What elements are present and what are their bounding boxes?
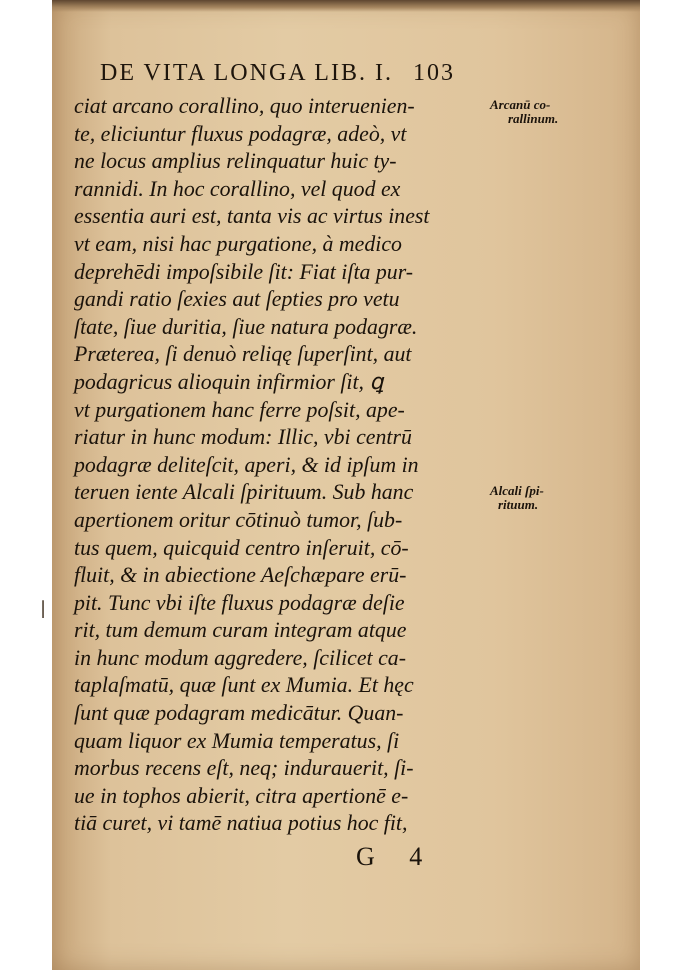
text-line: essentia auri est, tanta vis ac virtus inest xyxy=(74,203,430,229)
text-line: vt purgationem hanc ferre poſsit, ape- xyxy=(74,396,405,422)
main-text-block xyxy=(74,92,489,837)
text-line: deprehēdi impoſsibile ſit: Fiat iſta pur- xyxy=(74,258,414,284)
text-line: in hunc modum aggredere, ſcilicet ca- xyxy=(74,644,406,670)
text-line: Præterea, ſi denuò reliqę ſuperſint, aut xyxy=(74,341,412,367)
text-line: pit. Tunc vbi iſte fluxus podagræ deſie xyxy=(74,589,405,615)
text-line: ciat arcano corallino, quo interuenien- xyxy=(74,93,415,118)
marginal-note-line: rallinum. xyxy=(508,111,559,126)
marginal-note-line: Arcanū co- xyxy=(490,97,551,112)
marginal-note-line: Alcali ſpi- xyxy=(490,483,544,498)
text-line: tus quem, quicquid centro inſeruit, cō- xyxy=(74,534,409,560)
text-line: ue in tophos abierit, citra apertionē e- xyxy=(74,782,409,808)
text-line: riatur in hunc modum: Illic, vbi centrū xyxy=(74,424,412,450)
text-line: ſunt quæ podagram medicātur. Quan- xyxy=(74,700,404,726)
running-header xyxy=(100,60,455,87)
text-line: vt eam, nisi hac purgatione, à medico xyxy=(74,230,402,256)
text-line: ne locus amplius relinquatur huic ty- xyxy=(74,148,397,174)
marginal-note-alcali xyxy=(490,484,580,512)
facing-page-bleed-marks xyxy=(40,600,54,618)
text-line: apertionem oritur cōtinuò tumor, ſub- xyxy=(74,506,403,532)
text-line: podagræ deliteſcit, aperi, & id ipſum in xyxy=(74,451,419,477)
text-line: morbus recens eſt, neq; indurauerit, ſi- xyxy=(74,755,414,781)
page-top-edge xyxy=(52,0,640,12)
text-line: taplaſmatū, quæ ſunt ex Mumia. Et hęc xyxy=(74,672,414,698)
text-line: teruen iente Alcali ſpirituum. Sub hanc xyxy=(74,479,414,505)
text-line: tiā curet, vi tamē natiua potius hoc fit, xyxy=(74,810,408,836)
text-line: podagricus alioquin infirmior ſit, ꝗ xyxy=(74,368,384,394)
text-line: quam liquor ex Mumia temperatus, ſi xyxy=(74,727,400,753)
marginal-note-line: rituum. xyxy=(498,497,539,512)
marginal-note-arcanum xyxy=(490,98,580,126)
bleed-mark: | xyxy=(40,598,47,619)
folio-number: 103 xyxy=(412,60,455,86)
text-line: fluit, & in abiectione Aeſchæpare erū- xyxy=(74,562,407,588)
running-title: DE VITA LONGA LIB. I. xyxy=(100,60,393,86)
text-line: ſtate, ſiue duritia, ſiue natura podagræ. xyxy=(74,313,418,339)
text-line: gandi ratio ſexies aut ſepties pro vetu xyxy=(74,286,400,312)
signature-mark: G 4 xyxy=(356,842,437,871)
text-line: rit, tum demum curam integram atque xyxy=(74,617,407,643)
text-line: rannidi. In hoc corallino, vel quod ex xyxy=(74,175,401,201)
text-line: te, eliciuntur fluxus podagræ, adeò, vt xyxy=(74,120,407,146)
